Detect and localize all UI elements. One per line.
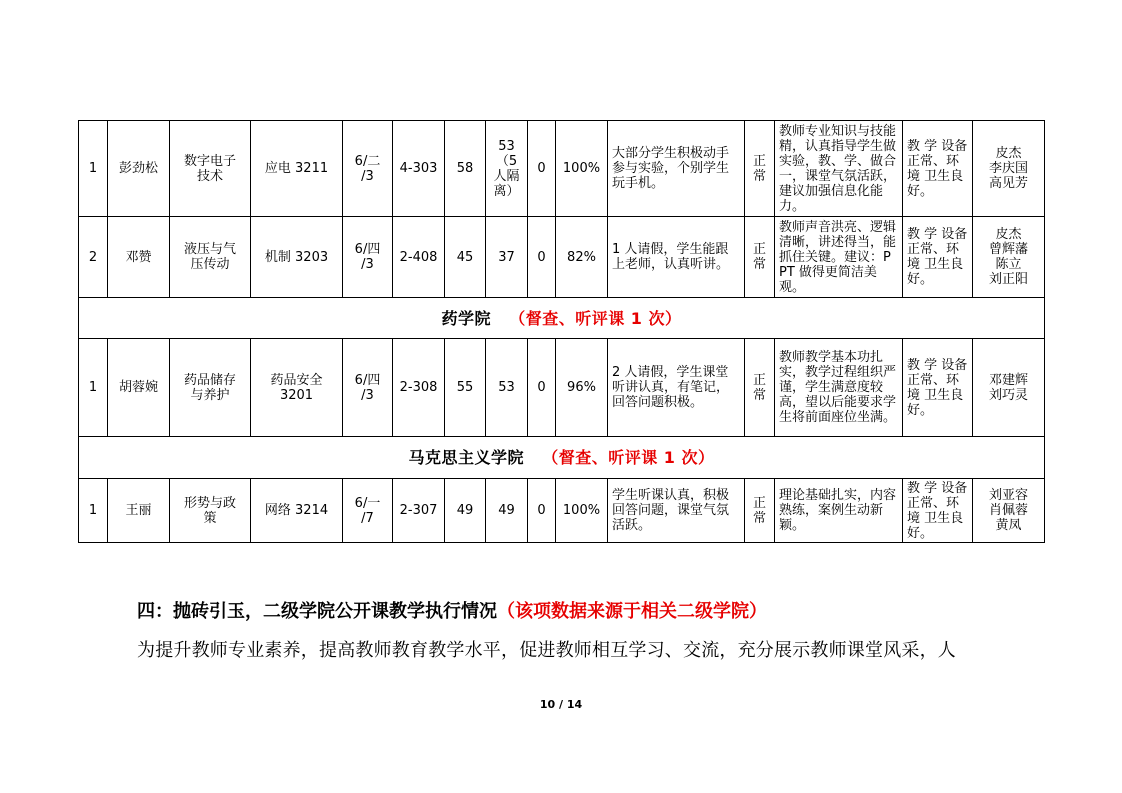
teacher-evaluation: 教师教学基本功扎实，教学过程组织严谨，学生满意度较高，望以后能要求学生将前面座位坐满。 (775, 339, 903, 437)
classroom: 4-303 (393, 121, 445, 217)
expected-count: 49 (445, 479, 486, 543)
expected-count: 55 (445, 339, 486, 437)
teacher-evaluation: 理论基础扎实，内容熟练，案例生动新颖。 (775, 479, 903, 543)
row-number: 1 (79, 121, 108, 217)
student-situation: 大部分学生积极动手参与实验，个别学生玩手机。 (608, 121, 745, 217)
classroom: 2-408 (393, 217, 445, 298)
section-name: 马克思主义学院 (408, 448, 524, 467)
inspectors: 刘亚容 肖佩蓉 黄凤 (973, 479, 1045, 543)
row-number: 1 (79, 339, 108, 437)
section-header (79, 298, 1045, 339)
inspectors: 皮杰 李庆国 高见芳 (973, 121, 1045, 217)
table-row (79, 339, 1045, 437)
section-header-row (79, 298, 1045, 339)
body-paragraph: 为提升教师专业素养，提高教师教育教学水平，促进教师相互学习、交流，充分展示教师课堂风采，人 (137, 640, 956, 661)
week-day-period: 6/一 /7 (343, 479, 393, 543)
table-row (79, 217, 1045, 298)
course-name: 形势与政 策 (170, 479, 251, 543)
class-name: 机制 3203 (251, 217, 343, 298)
actual-count: 53 （5 人隔 离） (486, 121, 528, 217)
expected-count: 45 (445, 217, 486, 298)
equipment-environment: 教 学 设备正常、环 境 卫生良好。 (903, 339, 973, 437)
section-note: （督查、听评课 1 次） (509, 308, 682, 328)
page-number: 10 / 14 (539, 698, 583, 711)
late-count: 0 (528, 121, 556, 217)
attendance-rate: 100% (556, 121, 608, 217)
student-situation: 学生听课认真，积极回答问题，课堂气氛活跃。 (608, 479, 745, 543)
expected-count: 58 (445, 121, 486, 217)
section-heading (137, 597, 767, 623)
teaching-order: 正 常 (745, 217, 775, 298)
teaching-order: 正 常 (745, 339, 775, 437)
inspectors: 皮杰 曾辉藩 陈立 刘正阳 (973, 217, 1045, 298)
teacher-name: 彭劲松 (108, 121, 170, 217)
student-situation: 2 人请假，学生课堂听讲认真，有笔记，回答问题积极。 (608, 339, 745, 437)
attendance-rate: 100% (556, 479, 608, 543)
row-number: 2 (79, 217, 108, 298)
section-name: 药学院 (441, 308, 491, 328)
classroom: 2-308 (393, 339, 445, 437)
actual-count: 37 (486, 217, 528, 298)
lecture-inspection-table (78, 120, 1045, 543)
teaching-order: 正 常 (745, 121, 775, 217)
attendance-rate: 96% (556, 339, 608, 437)
student-situation: 1 人请假，学生能跟上老师，认真听讲。 (608, 217, 745, 298)
teacher-name: 胡蓉婉 (108, 339, 170, 437)
teaching-order: 正 常 (745, 479, 775, 543)
equipment-environment: 教 学 设备正常、环 境 卫生良好。 (903, 121, 973, 217)
equipment-environment: 教 学 设备正常、环 境 卫生良好。 (903, 479, 973, 543)
section-header-row (79, 437, 1045, 479)
heading-text: 四：抛砖引玉，二级学院公开课教学执行情况 (137, 601, 497, 622)
late-count: 0 (528, 339, 556, 437)
inspectors: 邓建辉 刘巧灵 (973, 339, 1045, 437)
class-name: 应电 3211 (251, 121, 343, 217)
course-name: 药品储存 与养护 (170, 339, 251, 437)
week-day-period: 6/二 /3 (343, 121, 393, 217)
course-name: 数字电子 技术 (170, 121, 251, 217)
row-number: 1 (79, 479, 108, 543)
actual-count: 49 (486, 479, 528, 543)
actual-count: 53 (486, 339, 528, 437)
teacher-evaluation: 教师声音洪亮、逻辑清晰，讲述得当，能抓住关键。建议：PPT 做得更简洁美观。 (775, 217, 903, 298)
teacher-evaluation: 教师专业知识与技能精，认真指导学生做实验，教、学、做合一，课堂气氛活跃，建议加强信息化能力。 (775, 121, 903, 217)
heading-note: （该项数据来源于相关二级学院） (497, 601, 767, 622)
week-day-period: 6/四 /3 (343, 339, 393, 437)
course-name: 液压与气 压传动 (170, 217, 251, 298)
attendance-rate: 82% (556, 217, 608, 298)
late-count: 0 (528, 479, 556, 543)
classroom: 2-307 (393, 479, 445, 543)
table-row (79, 479, 1045, 543)
class-name: 网络 3214 (251, 479, 343, 543)
section-header (79, 437, 1045, 479)
table-row (79, 121, 1045, 217)
teacher-name: 邓赞 (108, 217, 170, 298)
late-count: 0 (528, 217, 556, 298)
teacher-name: 王丽 (108, 479, 170, 543)
class-name: 药品安全 3201 (251, 339, 343, 437)
equipment-environment: 教 学 设备正常、环 境 卫生良好。 (903, 217, 973, 298)
section-note: （督查、听评课 1 次） (542, 448, 715, 467)
week-day-period: 6/四 /3 (343, 217, 393, 298)
